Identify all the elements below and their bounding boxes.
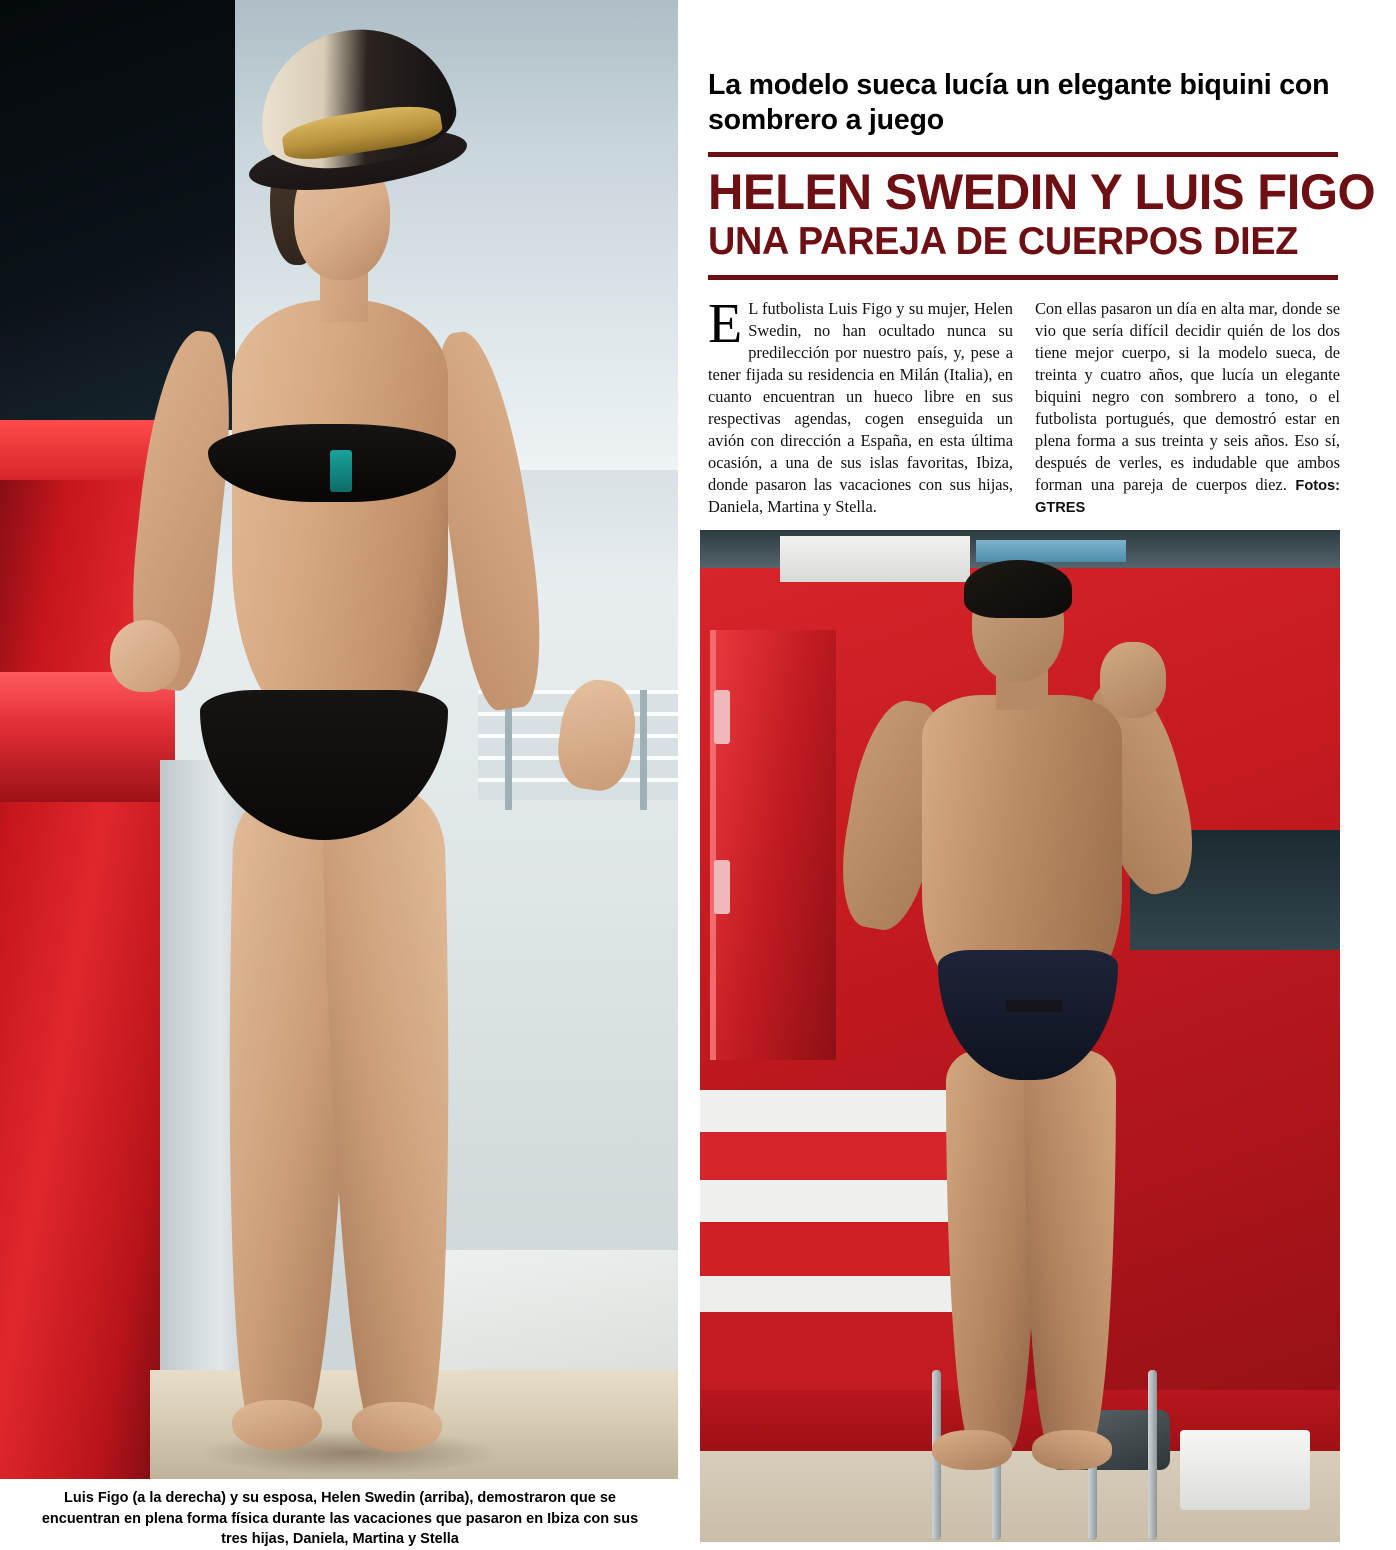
- body-text-1: L futbolista Luis Figo y su mujer, Helen Swedin, no han ocultado nunca su predilección por nuestro país, y, pese a tener fijada su residencia en Milán (Italia), en cuanto encuentran un hueco libre en sus respectivas agendas, cogen enseguida un avión con dirección a España, en esta última ocasión, a una de sus islas favoritas, Ibiza, donde pasaron las vacaciones con sus hijas, Daniela, Martina y Stella.: [708, 299, 1013, 516]
- yacht-white-panel: [780, 536, 970, 582]
- figure-right-foot: [1032, 1430, 1112, 1470]
- photo-luis-figo: [700, 530, 1340, 1542]
- article-kicker: La modelo sueca lucía un elegante biquini con sombrero a juego: [708, 69, 1330, 136]
- body-column-1: [708, 293, 1013, 519]
- figure-right-leg: [1024, 1050, 1116, 1450]
- body-text-2: Con ellas pasaron un día en alta mar, donde se vio que sería difícil decidir quién de los dos tiene mejor cuerpo, si la modelo sueca, de treinta y cuatro años, que lucía un elegante biquini negro con sombrero a tono, o el futbolista portugués, que demostró estar en plena forma a sus treinta y seis años. Eso sí, después de verles, es indudable que ambos forman una pareja de cuerpos diez.: [1035, 299, 1340, 494]
- yacht-steps: [700, 1090, 970, 1390]
- tattoo: [1006, 1000, 1062, 1012]
- railing-post: [640, 690, 647, 810]
- rule-above-headline: [708, 152, 1338, 157]
- figure-left-foot: [932, 1430, 1012, 1470]
- figure-right-hand: [1100, 642, 1166, 718]
- article-subhead: UNA PAREJA DE CUERPOS DIEZ: [708, 220, 1299, 263]
- article-body: [708, 293, 1340, 519]
- figure-left-hand: [110, 620, 180, 692]
- figure-left-foot: [232, 1400, 322, 1450]
- figure-right-foot: [352, 1402, 442, 1452]
- photo-credit: Fotos: GTRES: [1035, 477, 1340, 517]
- figure-torso: [232, 300, 448, 730]
- caption-left-photo: Luis Figo (a la derecha) y su esposa, Helen Swedin (arriba), demostraron que se encuentran en plena forma física durante las vacaciones que pasaron en Ibiza con sus tres hijas, Daniela, Martina y Stella: [41, 1490, 639, 1548]
- yacht-blue-strip: [976, 540, 1126, 562]
- figure-hair: [964, 560, 1072, 618]
- drop-cap: E: [708, 293, 743, 355]
- deck-box: [1180, 1430, 1310, 1510]
- rule-below-headline: [708, 275, 1338, 280]
- article-headline: HELEN SWEDIN Y LUIS FIGO: [708, 164, 1376, 220]
- bikini-buckle: [330, 450, 352, 492]
- body-column-2: [1035, 298, 1340, 519]
- ladder-rail: [1148, 1370, 1157, 1540]
- door-hinge: [714, 690, 730, 744]
- door-hinge: [714, 860, 730, 914]
- photo-helen-swedin: [0, 0, 678, 1479]
